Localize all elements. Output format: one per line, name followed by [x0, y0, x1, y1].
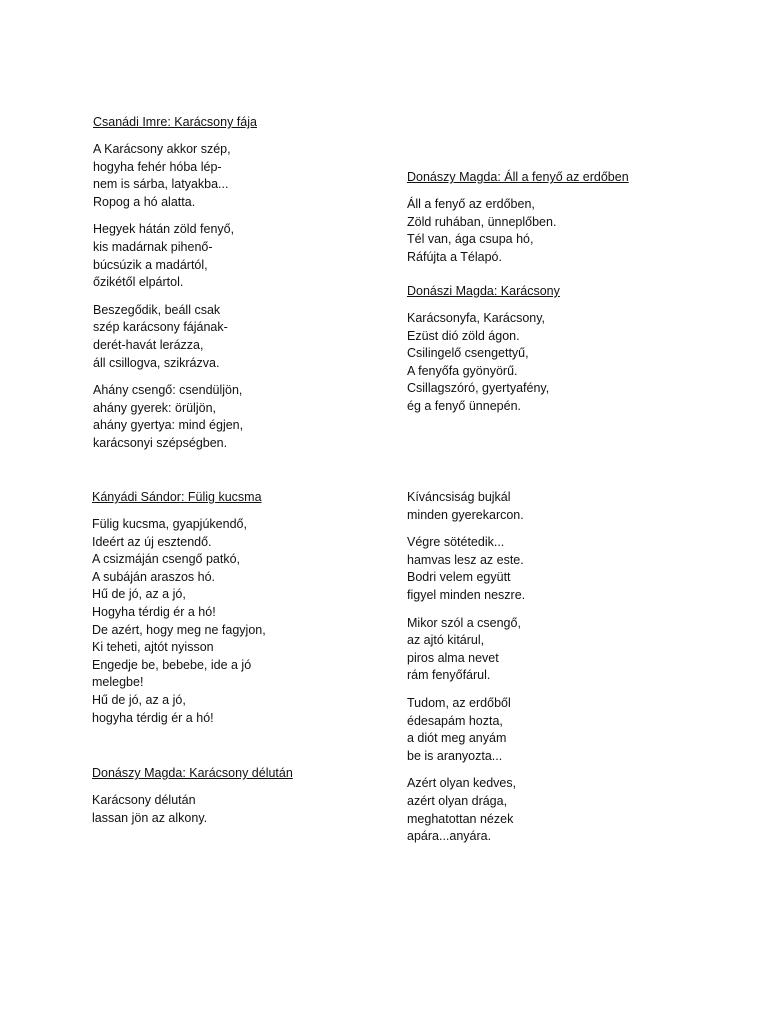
- poem-line: Csilingelő csengettyű,: [407, 346, 529, 361]
- poem-line: Azért olyan kedves,: [407, 776, 517, 791]
- poem-line: Ideért az új esztendő.: [92, 534, 212, 549]
- poem-line: A fenyőfa gyönyörű.: [407, 363, 518, 378]
- poem-line: Fülig kucsma, gyapjúkendő,: [92, 517, 247, 531]
- poem-line: áll csillogva, szikrázva.: [93, 355, 220, 370]
- poem-line: Karácsony délután: [92, 793, 196, 807]
- poem-line: Karácsonyfa, Karácsony,: [407, 311, 546, 325]
- poem-line: Zöld ruhában, ünneplőben.: [407, 214, 557, 229]
- poem-line: hamvas lesz az este.: [407, 552, 524, 567]
- poem-line: Beszegődik, beáll csak: [93, 302, 221, 317]
- poem-title: Donászy Magda: Áll a fenyő az erdőben: [407, 170, 629, 184]
- poem-line: piros alma nevet: [407, 650, 499, 665]
- stanza: [407, 196, 707, 266]
- poem-line: lassan jön az alkony.: [92, 810, 208, 825]
- poem-line: nem is sárba, latyakba...: [93, 177, 229, 192]
- poem-line: meghatottan nézek: [407, 811, 514, 826]
- poem-line: hogyha térdig ér a hó!: [92, 710, 214, 725]
- poem-line: Ki teheti, ajtót nyisson: [92, 640, 214, 655]
- stanza: [92, 516, 392, 727]
- stanza: [407, 615, 707, 685]
- poem-line: Hű de jó, az a jó,: [92, 587, 186, 602]
- poem-line: az ajtó kitárul,: [407, 633, 485, 648]
- poem-donaszi-karacsony: [407, 283, 707, 426]
- poem-line: Bodri velem együtt: [407, 570, 511, 585]
- poem-kanyadi-fulig-kucsma: [92, 489, 392, 737]
- poem-csanadi-karacsony-faja: [93, 114, 393, 463]
- poem-line: derét-havát lerázza,: [93, 337, 204, 352]
- poem-line: Végre sötétedik...: [407, 535, 505, 550]
- poem-line: De azért, hogy meg ne fagyjon,: [92, 622, 266, 637]
- poem-title: Donászy Magda: Karácsony délután: [92, 766, 293, 780]
- poem-line: Hogyha térdig ér a hó!: [92, 604, 216, 619]
- poem-line: Hű de jó, az a jó,: [92, 692, 186, 707]
- stanza: [407, 534, 707, 604]
- poem-line: rám fenyőfárul.: [407, 668, 491, 683]
- poem-title: Csanádi Imre: Karácsony fája: [93, 115, 257, 129]
- poem-line: édesapám hozta,: [407, 713, 503, 728]
- poem-line: ahány gyertya: mind égjen,: [93, 418, 244, 433]
- stanza: [93, 382, 393, 452]
- poem-line: A Karácsony akkor szép,: [93, 142, 231, 156]
- poem-line: Ezüst dió zöld ágon.: [407, 328, 520, 343]
- poem-line: Tél van, ága csupa hó,: [407, 232, 534, 247]
- stanza: [407, 489, 707, 524]
- poem-line: azért olyan drága,: [407, 793, 508, 808]
- stanza: [407, 775, 707, 845]
- poem-donaszy-karacsony-delutan: [92, 765, 392, 837]
- poem-line: melegbe!: [92, 675, 144, 690]
- poem-line: őzikétől elpártol.: [93, 275, 184, 290]
- poem-line: szép karácsony fájának-: [93, 320, 228, 335]
- poem-line: be is aranyozta...: [407, 748, 503, 763]
- poem-line: karácsonyi szépségben.: [93, 435, 228, 450]
- poem-line: figyel minden neszre.: [407, 587, 526, 602]
- poem-title: Kányádi Sándor: Fülig kucsma: [92, 490, 262, 504]
- stanza: [93, 302, 393, 372]
- stanza: [93, 221, 393, 291]
- stanza: [407, 695, 707, 765]
- poem-title: Donászi Magda: Karácsony: [407, 284, 560, 298]
- poem-line: Áll a fenyő az erdőben,: [407, 197, 535, 211]
- stanza: [407, 310, 707, 416]
- poem-line: A csizmáján csengő patkó,: [92, 552, 240, 567]
- poem-line: Csillagszóró, gyertyafény,: [407, 381, 550, 396]
- poem-line: kis madárnak pihenő-: [93, 239, 213, 254]
- poem-line: a diót meg anyám: [407, 731, 507, 746]
- poem-line: apára...anyára.: [407, 829, 492, 844]
- poem-line: ahány gyerek: örüljön,: [93, 400, 216, 415]
- poem-line: minden gyerekarcon.: [407, 507, 524, 522]
- poem-donaszy-all-a-fenyo: [407, 169, 707, 276]
- poem-line: Ráfújta a Télapó.: [407, 249, 502, 264]
- poem-line: Engedje be, bebebe, ide a jó: [92, 657, 252, 672]
- poem-line: Ropog a hó alatta.: [93, 194, 196, 209]
- poem-line: Mikor szól a csengő,: [407, 615, 521, 630]
- stanza: [92, 792, 392, 827]
- poem-line: A subáján araszos hó.: [92, 569, 215, 584]
- poem-line: Kíváncsiság bujkál: [407, 490, 511, 504]
- poem-line: búcsúzik a madártól,: [93, 257, 208, 272]
- poem-line: Tudom, az erdőből: [407, 695, 511, 710]
- poem-line: Ahány csengő: csendüljön,: [93, 383, 243, 398]
- poem-line: ég a fenyő ünnepén.: [407, 398, 521, 413]
- stanza: [93, 141, 393, 211]
- poem-line: Hegyek hátán zöld fenyő,: [93, 222, 235, 237]
- poem-karacsony-delutan-continued: [407, 489, 707, 856]
- poem-line: hogyha fehér hóba lép-: [93, 159, 222, 174]
